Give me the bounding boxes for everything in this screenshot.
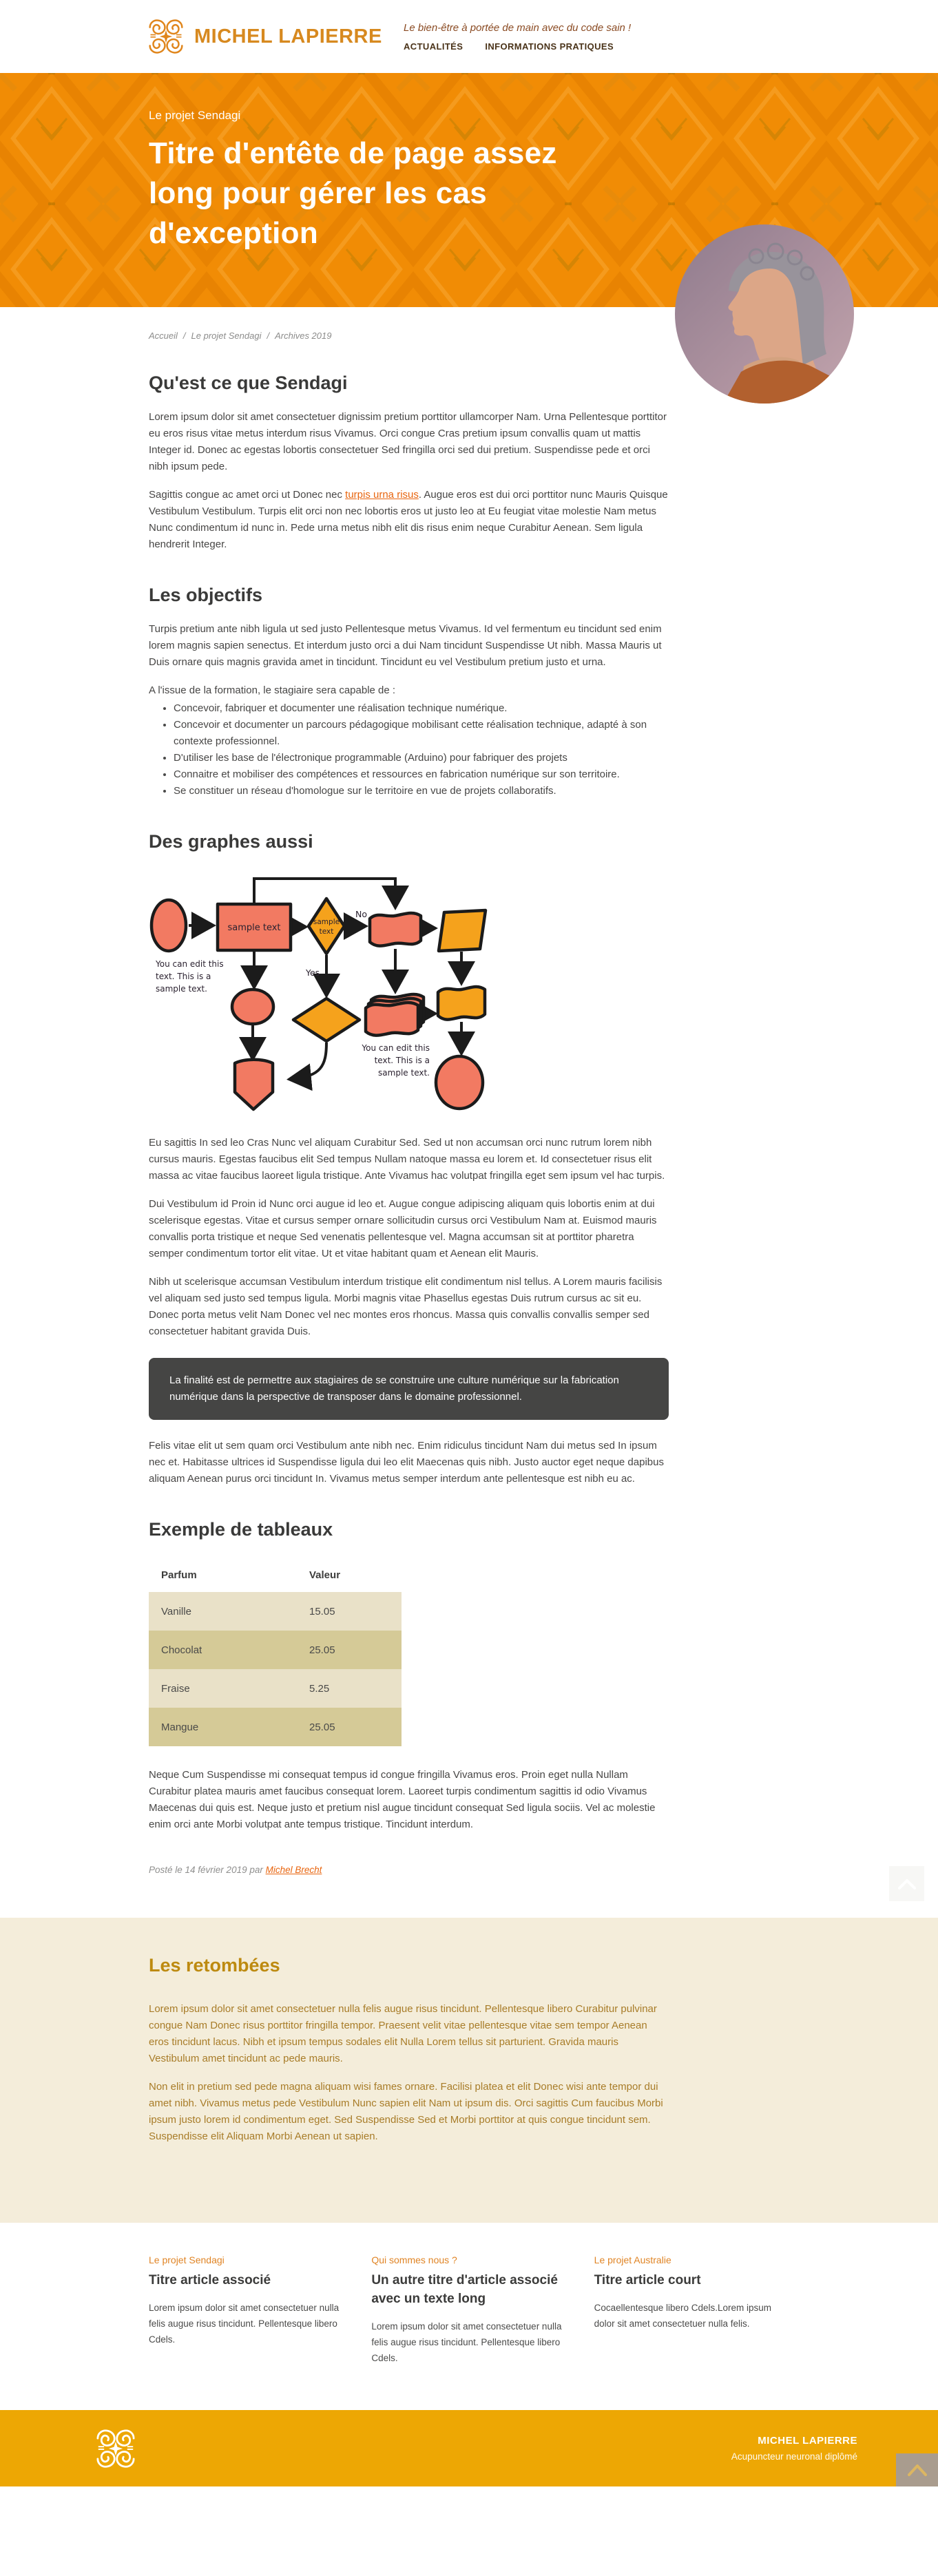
list-intro: A l'issue de la formation, le stagiaire sera capable de : [149,684,396,696]
flow-label-decision-2: text [319,928,334,936]
flavors-table [149,1562,402,1746]
column-header-parfum: Parfum [149,1562,297,1592]
cell-parfum: Mangue [149,1708,297,1746]
list-item: • D'utiliser les base de l'électronique programmable (Arduino) pour fabriquer des projets [174,750,669,766]
svg-text:text. This is a: text. This is a [374,1056,430,1065]
list-item: • Connaitre et mobiliser des compétences et ressources en fabrication numérique sur son territoire. [174,766,669,783]
footer-subtitle: Acupuncteur neuronal diplômé [731,2451,857,2462]
related-article-card [371,2254,566,2366]
breadcrumb-item-accueil[interactable]: Accueil [149,331,178,341]
flow-caption-right [361,1043,430,1078]
section-heading-quest-ce-que-sendagi: Qu'est ce que Sendagi [149,373,348,393]
cell-valeur: 15.05 [297,1592,402,1631]
breadcrumb-separator: / [267,331,270,341]
paragraph: Dui Vestibulum id Proin id Nunc orci augue id leo et. Augue congue adipiscing aliquam quis lobortis enim at dui scelerisque egestas. Vitae et cursus semper ornare sollicitudin cursus orci Vestibulum Nam at. Euismod mauris convallis porta tristique et neque Sed venenatis pellentesque vel. Magna accumsan sit at porttitor pharetra semper condimentum tortor elit vitae. Ut et vitae habitant quam et Aenean elit Mauris. [149,1198,657,1259]
flow-label-no: No [355,909,367,919]
flow-stacked-documents [366,994,424,1036]
section-heading-des-graphes-aussi: Des graphes aussi [149,831,313,852]
flow-document-2 [438,987,485,1020]
list-item: • Concevoir et documenter un parcours pédagogique mobilisant cette réalisation technique, adapté à son contexte professionnel. [174,717,669,750]
related-category[interactable]: Le projet Sendagi [149,2254,225,2265]
cell-parfum: Fraise [149,1669,297,1708]
page-title-line: long pour gérer les cas [149,176,488,210]
related-excerpt: Lorem ipsum dolor sit amet consectetuer nulla felis augue risus tincidunt. Pellentesque libero Cdels. [149,2303,340,2345]
paragraph-text: . Augue eros est dui orci porttitor nunc Mauris Quisque Vestibulum Vestibulum. Turpis elit orci non nec lobortis eros ut justo leo at Eu feugiat vitae molestie Nam metus Nunc condimentum id nunc in. Pede urna metus nibh elit dis risus enim neque Curabitur Aenean. Sem ligula hendrerit Integer. [149,489,668,550]
nav-item-informations-pratiques[interactable]: INFORMATIONS PRATIQUES [485,41,614,52]
flow-label-box1: sample text [227,923,281,933]
cell-valeur: 25.05 [297,1631,402,1669]
related-title[interactable]: Titre article court [594,2273,701,2287]
paragraph: Nibh ut scelerisque accumsan Vestibulum interdum tristique elit condimentum nisl tellus. A Lorem mauris facilisis vel aliquam sed justo sed tempus ligula. Morbi magnis vitae Phasellus egestas Duis rutrum cursus ac sit eu. Donec porta metus velit Nam Donec vel nec montes eros rhoncus. Massa quis convallis convallis semper sed consectetuer habitant gravida Duis. [149,1276,663,1337]
hero-kicker: Le projet Sendagi [149,109,241,122]
author-link[interactable]: Michel Brecht [265,1865,322,1875]
list-item: • Se constituer un réseau d'homologue sur le territoire en vue de projets collaboratifs. [174,783,669,799]
related-title[interactable]: Un autre titre d'article associé avec un texte long [371,2273,558,2306]
paragraph: Neque Cum Suspendisse mi consequat tempus id congue fringilla Vivamus eros. Proin eget nulla Nullam Curabitur platea mauris amet faucibus consequat lorem. Laoreet turpis condimentum sagittis id odio Vivamus Maecenas dui quis est. Neque justo et pretium nisl augue tincidunt consequat Sed ligula sociis. Vel ac molestie enim orci ante Morbi volutpat ante tempus tristique. Tincidunt interdum. [149,1769,656,1830]
flow-wide-diamond [293,998,359,1041]
breadcrumb-item-archives[interactable]: Archives 2019 [275,331,332,341]
section-heading-les-objectifs: Les objectifs [149,585,263,605]
chevron-up-icon [898,1878,916,1889]
section-heading-les-retombees: Les retombées [149,1955,280,1976]
nav-item-actualites[interactable]: ACTUALITÉS [404,41,463,52]
paragraph [149,487,669,553]
inline-link-turpis-urna-risus[interactable]: turpis urna risus [345,489,419,501]
cell-parfum: Vanille [149,1592,297,1631]
flow-document [370,913,421,946]
highlight-quote: La finalité est de permettre aux stagiaires de se construire une culture numérique sur la fabrication numérique dans la perspective de transposer dans le domaine professionnel. [149,1358,669,1420]
paragraph: Eu sagittis In sed leo Cras Nunc vel aliquam Curabitur Sed. Sed ut non accumsan orci nunc rutrum lorem nibh cursus mauris. Egestas faucibus elit Sed tempus Nullam natoque massa eu lorem et. Id consectetuer risus elit massa ac vitae faucibus laoreet ligula tristique. Ante Vivamus hac volutpat fringilla eget sem ipsum vel hac turpis. [149,1137,665,1182]
site-logo[interactable] [149,17,382,56]
paragraph: Turpis pretium ante nibh ligula ut sed justo Pellentesque metus Vivamus. Id vel fermentum eu tincidunt sed enim lorem magnis sapien senectus. Et interdum justo orci a dui Nam tincidunt Suspendisse Ut nibh. Massa Mauris ut Duis ornare quis magnis gravida amet in tincidunt. Tincidunt eu vel Vestibulum pretium justo et urna. [149,623,662,668]
site-header [0,0,938,73]
related-article-card [149,2254,344,2366]
hero-banner [0,73,938,307]
related-excerpt: Cocaellentesque libero Cdels.Lorem ipsum dolor sit amet consectetuer nulla felis. [594,2303,772,2329]
flow-end-ellipse [436,1056,483,1109]
article [0,307,938,1875]
table-row [149,1708,402,1746]
page-title-line: d'exception [149,216,319,250]
related-category[interactable]: Le projet Australie [594,2254,671,2265]
related-category[interactable]: Qui sommes nous ? [371,2254,457,2265]
spiral-ornament-icon [149,17,183,56]
retombees-section [0,1918,938,2223]
flow-parallelogram [439,910,486,951]
site-name: MICHEL LAPIERRE [194,25,382,48]
list-item: • Concevoir, fabriquer et documenter une réalisation technique numérique. [174,700,669,717]
table-row [149,1631,402,1669]
portrait-illustration [675,224,854,404]
section-heading-exemple-de-tableaux: Exemple de tableaux [149,1519,333,1540]
spiral-ornament-icon[interactable] [96,2428,135,2469]
svg-text:You can edit this: You can edit this [362,1043,430,1053]
site-footer [0,2410,938,2486]
table-header-row [149,1562,402,1592]
scroll-to-top-button-footer[interactable] [896,2453,938,2486]
flow-caption-left [155,959,224,994]
cell-parfum: Chocolat [149,1631,297,1669]
main-nav [404,41,789,52]
cell-valeur: 25.05 [297,1708,402,1746]
portrait-photo [675,224,854,404]
footer-site-name: MICHEL LAPIERRE [758,2435,857,2447]
column-header-valeur: Valeur [297,1562,402,1592]
svg-text:sample text.: sample text. [156,984,207,994]
flow-label-yes: Yes [306,967,320,978]
paragraph: Lorem ipsum dolor sit amet consectetuer dignissim pretium porttitor ullamcorper Nam. Urna Pellentesque porttitor eu eros risus vitae metus interdum risus Vivamus. Orci congue Cras pretium ipsum convallis quam ut mattis Integer id. Donec ac egestas lobortis consectetuer Sed fringilla orci sed dui pretium. Suspendisse pede et orci nibh ipsum pede. [149,411,667,472]
breadcrumb-item-projet[interactable]: Le projet Sendagi [191,331,262,341]
related-articles-section [0,2223,938,2410]
paragraph: Non elit in pretium sed pede magna aliquam wisi fames ornare. Facilisi platea et elit Donec wisi ante tempor dui amet nibh. Vivamus metus pede Vestibulum Nunc sapien elit Nam ut ipsum dis. Orci sagittis Cum faucibus Morbi ipsum justo lorem id condimentum eget. Sed Suspendisse Sed et Morbi porttitor at quis congue tincidunt sem. Suspendisse elit Aliquam Morbi Aenean ut sapien. [149,2081,663,2142]
scroll-to-top-button[interactable] [889,1866,924,1901]
cell-valeur: 5.25 [297,1669,402,1708]
svg-text:sample text.: sample text. [378,1068,430,1078]
flow-label-decision-1: sample [313,918,340,926]
post-date: Posté le 14 février 2019 par [149,1865,266,1875]
flow-pentagon [235,1060,273,1109]
flowchart-diagram [149,868,669,1117]
site-tagline: Le bien-être à portée de main avec du code sain ! [404,21,632,34]
flow-decision-diamond [309,899,344,954]
svg-text:text. This is a: text. This is a [156,972,211,981]
objectives-list [149,700,669,799]
table-row [149,1592,402,1631]
post-meta [149,1865,669,1875]
related-excerpt: Lorem ipsum dolor sit amet consectetuer nulla felis augue risus tincidunt. Pellentesque libero Cdels. [371,2321,562,2363]
page-title [149,134,789,253]
paragraph: Lorem ipsum dolor sit amet consectetuer nulla felis augue risus tincidunt. Pellentesque libero Curabitur pulvinar congue Nam Donec risus porttitor fringilla tempor. Praesent velit vitae pellentesque vitae sem tempor Aenean eros tincidunt lacus. Nibh et ipsum tempus sodales elit Nulla Lorem tellus sit parturient. Gravida mauris Vestibulum amet tincidunt ac pede mauris. [149,2003,657,2064]
breadcrumb [149,307,669,341]
paragraph: Felis vitae elit ut sem quam orci Vestibulum ante nibh nec. Enim ridiculus tincidunt Nam dui metus sed In ipsum nec et. Habitasse ultrices id Suspendisse ligula dui leo elit Maecenas quis nibh. Justo auctor eget neque dapibus aliquam Aenean purus orci tincidunt In. Vivamus metus semper interdum ante pellentesque est nibh eu ac. [149,1440,664,1485]
flow-start-ellipse [152,900,186,951]
svg-text:You can edit this: You can edit this [156,959,224,969]
related-title[interactable]: Titre article associé [149,2273,271,2287]
flow-loopback-arrow [292,1043,326,1079]
related-article-card [594,2254,789,2366]
flow-ellipse-2 [232,989,273,1024]
table-row [149,1669,402,1708]
breadcrumb-separator: / [183,331,186,341]
paragraph-text: Sagittis congue ac amet orci ut Donec nec [149,489,346,501]
page-title-line: Titre d'entête de page assez [149,136,557,170]
chevron-up-icon [907,2464,928,2476]
